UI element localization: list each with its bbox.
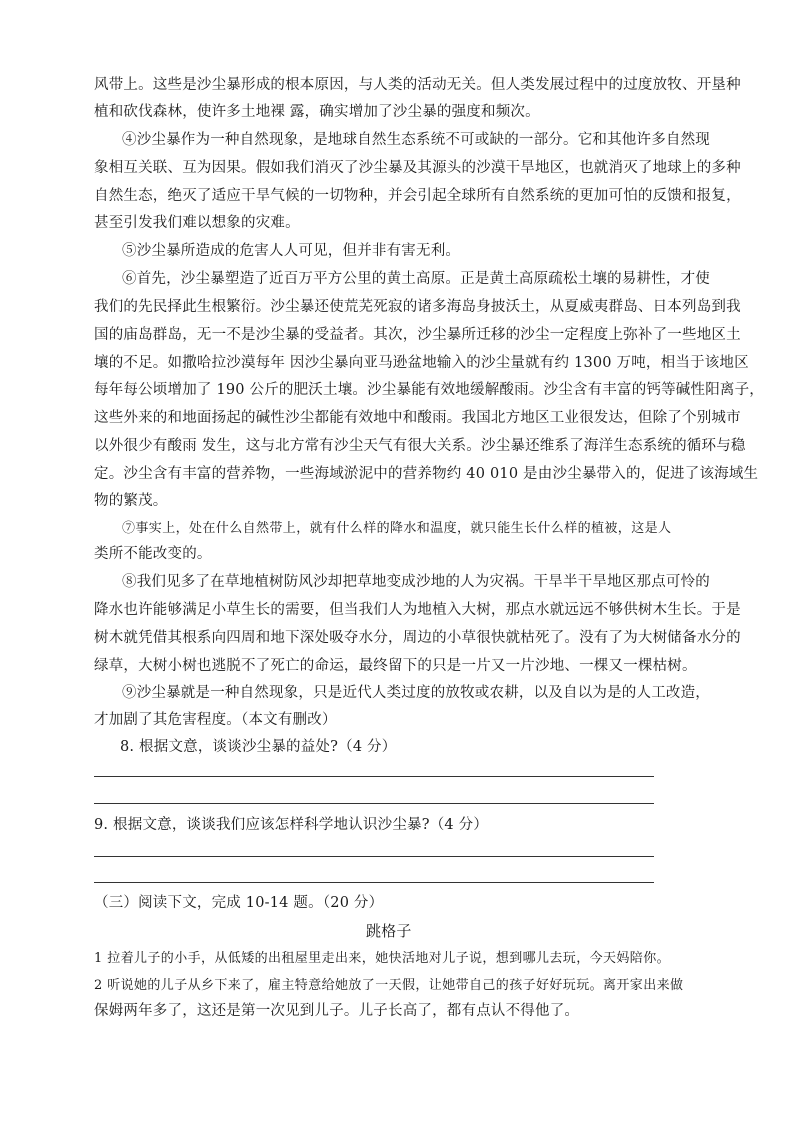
passage-line: 绿草，大树小树也逃脱不了死亡的命运，最终留下的只是一片又一片沙地、一棵又一棵枯树。 bbox=[94, 658, 697, 674]
passage-line: ⑨沙尘暴就是一种自然现象，只是近代人类过度的放牧或农耕，以及自以为是的人工改造， bbox=[122, 685, 710, 701]
passage-line: 甚至引发我们难以想象的灾难。 bbox=[94, 215, 300, 231]
passage-line: ④沙尘暴作为一种自然现象，是地球自然生态系统不可或缺的一部分。它和其他许多自然现 bbox=[122, 132, 710, 148]
passage-line: 自然生态，绝灭了适应干旱气候的一切物种，并会引起全球所有自然系统的更加可怕的反馈和报复， bbox=[94, 188, 741, 204]
passage-line: ⑥首先，沙尘暴塑造了近百万平方公里的黄土高原。正是黄土高原疏松土壤的易耕性，才使 bbox=[122, 271, 710, 287]
passage-line: 我们的先民择此生根繁衍。沙尘暴还使荒芜死寂的诸多海岛身披沃土，从夏威夷群岛、日本列岛到我 bbox=[94, 299, 741, 315]
passage-line: 类所不能改变的。 bbox=[94, 546, 212, 562]
answer-line-q9-1[interactable] bbox=[94, 856, 654, 857]
passage-line: 风带上。这些是沙尘暴形成的根本原因，与人类的活动无关。但人类发展过程中的过度放牧、开垦种 bbox=[94, 77, 741, 93]
passage-line: ⑧我们见多了在草地植树防风沙却把草地变成沙地的人为灾祸。干旱半干旱地区那点可怜的 bbox=[122, 574, 710, 590]
passage-line: 才加剧了其危害程度。（本文有删改） bbox=[94, 712, 337, 728]
answer-line-q9-2[interactable] bbox=[94, 882, 654, 883]
question-9: 9. 根据文意，谈谈我们应该怎样科学地认识沙尘暴?（4 分） bbox=[94, 817, 489, 833]
question-8: 8. 根据文意，谈谈沙尘暴的益处?（4 分） bbox=[120, 739, 397, 755]
passage-line: 定。沙尘含有丰富的营养物，一些海域淤泥中的营养物约 40 010 是由沙尘暴带入的，促进了该海域生 bbox=[94, 466, 759, 482]
passage-line: 象相互关联、互为因果。假如我们消灭了沙尘暴及其源头的沙漠干旱地区，也就消灭了地球上的多种 bbox=[94, 160, 741, 176]
answer-line-q8-2[interactable] bbox=[94, 803, 654, 804]
story-paragraph-2-line-1: 2 听说她的儿子从乡下来了，雇主特意给她放了一天假，让她带自己的孩子好好玩玩。离开家出来做 bbox=[94, 978, 684, 993]
passage-line: 植和砍伐森林，使许多土地裸 露，确实增加了沙尘暴的强度和频次。 bbox=[94, 104, 540, 120]
story-title: 跳格子 bbox=[366, 922, 412, 940]
story-paragraph-1: 1 拉着儿子的小手，从低矮的出租屋里走出来，她快活地对儿子说，想到哪儿去玩，今天妈陪你。 bbox=[94, 951, 671, 966]
section-3-header: （三）阅读下文，完成 10-14 题。（20 分） bbox=[94, 895, 384, 911]
passage-line: ⑦事实上，处在什么自然带上，就有什么样的降水和温度，就只能生长什么样的植被，这是人 bbox=[122, 521, 672, 536]
answer-line-q8-1[interactable] bbox=[94, 776, 654, 777]
passage-line: 国的庙岛群岛，无一不是沙尘暴的受益者。其次，沙尘暴所迁移的沙尘一定程度上弥补了一些地区土 bbox=[94, 327, 741, 343]
passage-line: 物的繁茂。 bbox=[94, 493, 168, 509]
passage-line: 每年每公顷增加了 190 公斤的肥沃土壤。沙尘暴能有效地缓解酸雨。沙尘含有丰富的钙等碱性阳离子， bbox=[94, 382, 764, 398]
passage-line: 以外很少有酸雨 发生，这与北方常有沙尘天气有很大关系。沙尘暴还维系了海洋生态系统的循环与稳 bbox=[94, 438, 746, 454]
story-paragraph-2-line-2: 保姆两年多了，这还是第一次见到儿子。儿子长高了，都有点认不得他了。 bbox=[94, 1003, 580, 1019]
passage-line: 降水也许能够满足小草生长的需要，但当我们人为地植入大树，那点水就远远不够供树木生长。于是 bbox=[94, 602, 741, 618]
passage-line: ⑤沙尘暴所造成的危害人人可见，但并非有害无利。 bbox=[122, 243, 461, 259]
passage-line: 壤的不足。如撒哈拉沙漠每年 因沙尘暴向亚马逊盆地输入的沙尘量就有约 1300 万吨，相当于该地区 bbox=[94, 355, 749, 371]
passage-line: 这些外来的和地面扬起的碱性沙尘都能有效地中和酸雨。我国北方地区工业很发达，但除了个别城市 bbox=[94, 410, 741, 426]
passage-line: 树木就凭借其根系向四周和地下深处吸夺水分，周边的小草很快就枯死了。没有了为大树储备水分的 bbox=[94, 630, 741, 646]
